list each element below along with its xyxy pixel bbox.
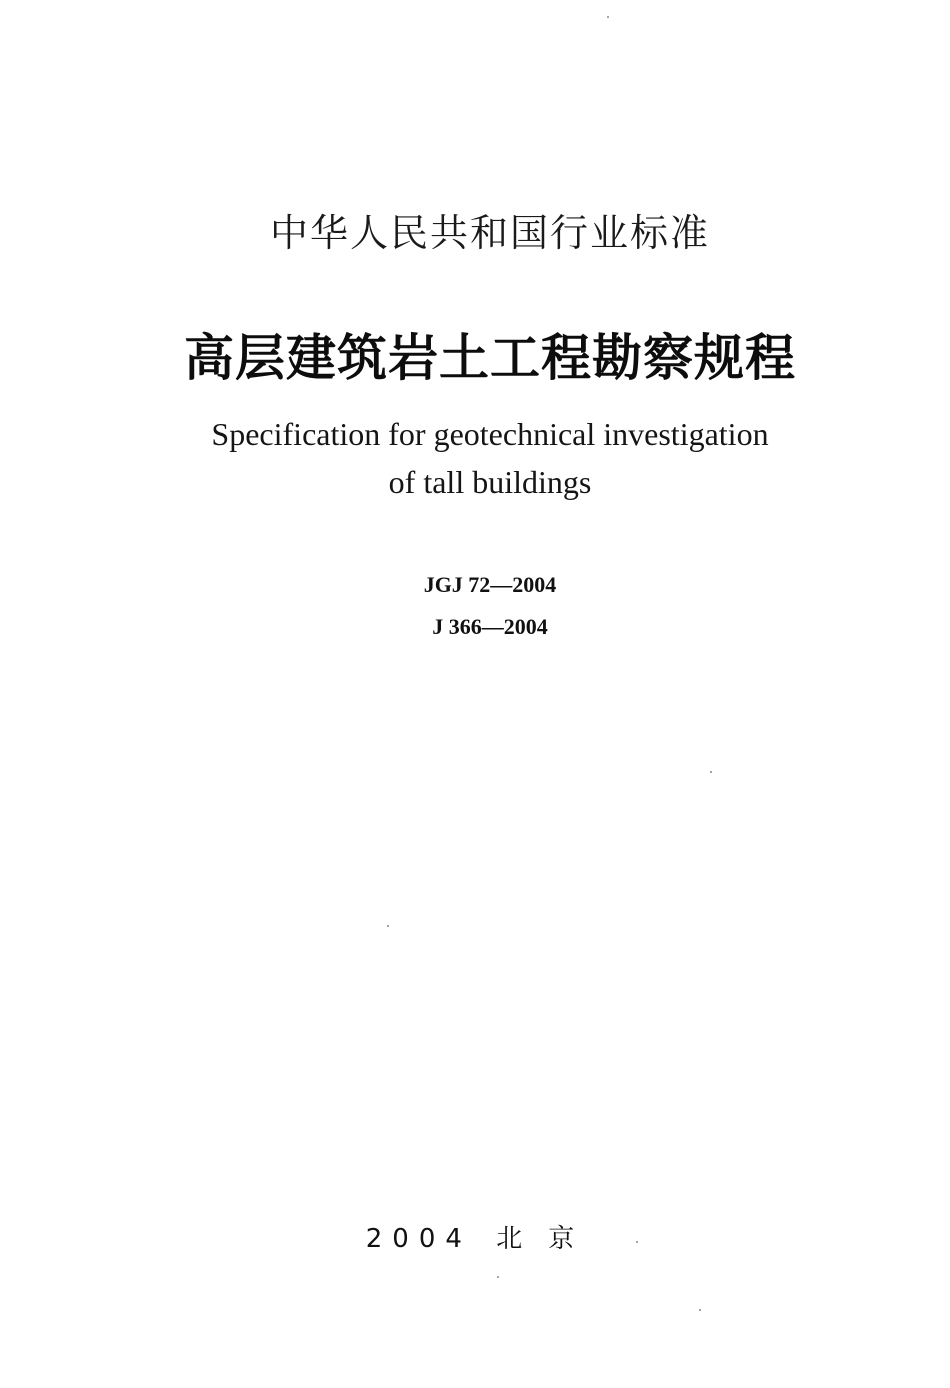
scan-speck: [710, 771, 712, 773]
scan-speck: [699, 1309, 701, 1311]
english-title-line-1: Specification for geotechnical investigation: [211, 416, 769, 452]
scan-speck: [497, 1276, 499, 1278]
publication-imprint: [0, 1218, 950, 1255]
english-title: [0, 410, 950, 506]
industry-standard-heading: 中华人民共和国行业标准: [269, 211, 710, 255]
scan-speck: [607, 16, 609, 18]
standard-code-secondary: J 366—2004: [432, 614, 548, 639]
scan-speck: [387, 925, 389, 927]
publication-year: 2004: [365, 1224, 472, 1254]
publication-city: 北京: [496, 1224, 601, 1254]
english-title-line-2: of tall buildings: [388, 464, 592, 500]
standard-code-primary: JGJ 72—2004: [423, 572, 557, 597]
chinese-title: 高层建筑岩土工程勘察规程: [184, 328, 796, 387]
